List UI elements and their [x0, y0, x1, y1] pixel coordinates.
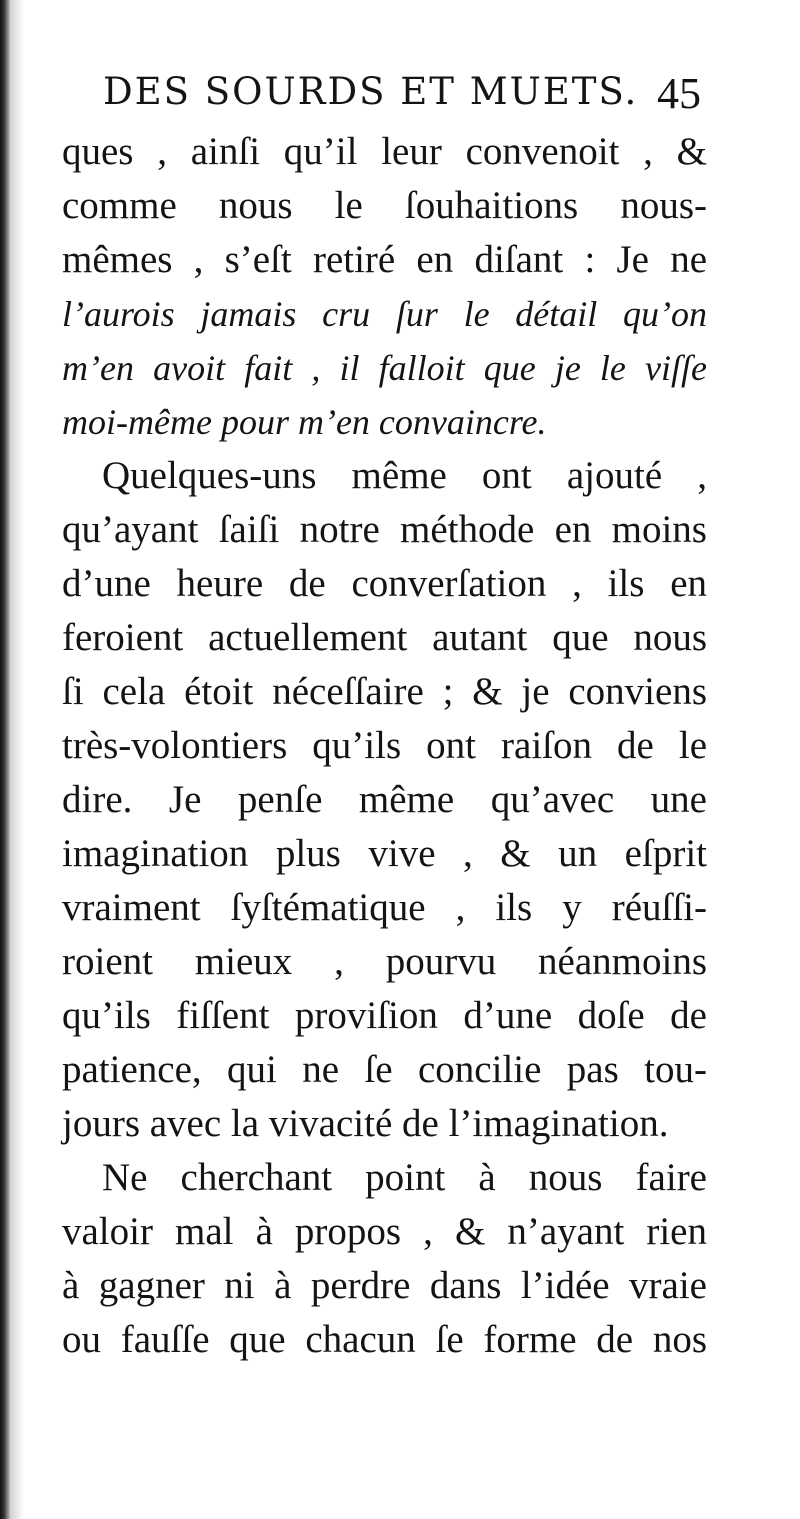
text-line: d’une heure de converſation , ils en [62, 562, 707, 605]
text-line: comme nous le ſouhaitions nous- [62, 184, 707, 227]
text-line: vraiment ſyſtématique , ils y réuſſi- [62, 886, 707, 929]
text-line: roient mieux , pourvu néanmoins [62, 940, 707, 983]
running-head [103, 70, 703, 130]
text-line: qu’ayant ſaiſi notre méthode en moins [62, 508, 707, 551]
text-line: ou fauſſe que chacun ſe forme de nos [62, 1318, 707, 1361]
running-title: DES SOURDS ET MUETS. [103, 70, 639, 113]
text-line: valoir mal à propos , & n’ayant rien [62, 1210, 707, 1253]
text-line: feroient actuellement autant que nous [62, 616, 707, 659]
text-line: qu’ils fiſſent proviſion d’une doſe de [62, 994, 707, 1037]
text-line: ques , ainſi qu’il leur convenoit , & [62, 130, 707, 173]
text-line-italic: l’aurois jamais cru ſur le détail qu’on [62, 294, 707, 334]
text-line: très-volontiers qu’ils ont raiſon de le [62, 724, 707, 767]
text-line: Ne cherchant point à nous faire [102, 1156, 707, 1199]
text-line: dire. Je penſe même qu’avec une [62, 778, 707, 821]
text-line: à gagner ni à perdre dans l’idée vraie [62, 1264, 707, 1307]
text-line: imagination plus vive , & un eſprit [62, 832, 707, 875]
page-number: 45 [657, 69, 701, 118]
text-line-italic: moi-même pour m’en convaincre. [62, 402, 547, 442]
text-line: ſi cela étoit néceſſaire ; & je conviens [62, 670, 707, 713]
text-line: mêmes , s’eſt retiré en diſant : Je ne [62, 238, 707, 281]
body-text [62, 125, 707, 1367]
text-line: patience, qui ne ſe concilie pas tou- [62, 1048, 707, 1091]
text-line: Quelques-uns même ont ajouté , [102, 454, 707, 497]
text-line: jours avec la vivacité de l’imagination. [62, 1102, 669, 1145]
text-line-italic: m’en avoit fait , il falloit que je le viſſe [62, 348, 707, 388]
